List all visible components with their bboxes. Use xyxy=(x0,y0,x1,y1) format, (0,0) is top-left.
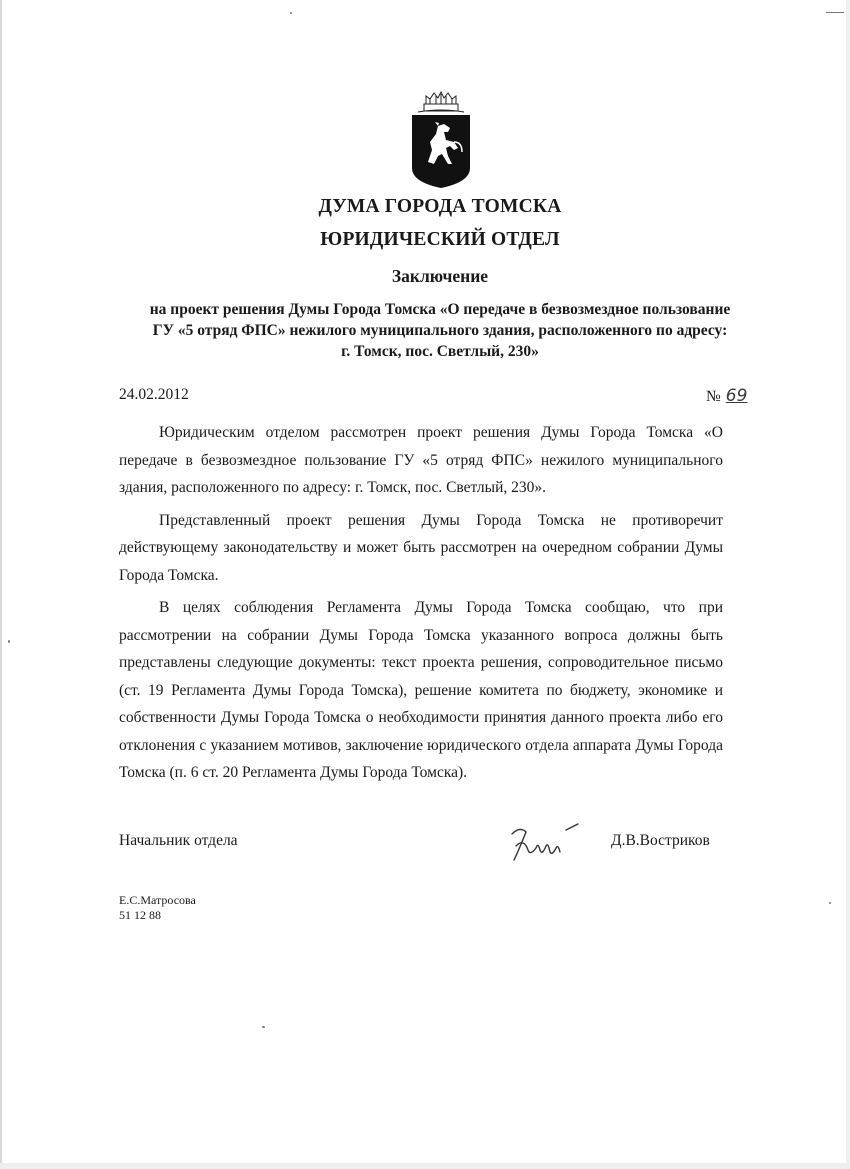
number-value: 69 xyxy=(725,386,748,406)
body-paragraph: В целях соблюдения Регламента Думы Города Томска сообщаю, что при рассмотрении на собрании Думы Города Томска указанного вопроса должны быть представлены следующие документы: текст проекта решения, сопроводительное письмо (ст. 19 Регламента Думы Города Томска), решение комитета по бюджету, экономике и собственности Думы Города Томска о необходимости принятия данного проекта либо его отклонения с указанием мотивов, заключение юридического отдела аппарата Думы Города Томска (п. 6 ст. 20 Регламента Думы Города Томска). xyxy=(119,599,723,781)
executor-info xyxy=(119,893,196,923)
number-label: № xyxy=(706,388,721,405)
subject-line: ГУ «5 отряд ФПС» нежилого муниципального здания, расположенного по адресу: xyxy=(152,322,728,339)
organization-name: ДУМА ГОРОДА ТОМСКА xyxy=(318,196,562,217)
document-type: Заключение xyxy=(391,266,489,286)
scan-speck xyxy=(826,12,844,13)
subject-line: на проект решения Думы Города Томска «О передаче в безвозмездное пользование xyxy=(149,301,731,318)
scan-edge-right xyxy=(846,0,850,1169)
scan-edge-left xyxy=(0,0,2,1169)
executor-name: Е.С.Матросова xyxy=(119,893,196,907)
document-number xyxy=(706,386,747,406)
scan-speck xyxy=(829,902,831,904)
department-name: ЮРИДИЧЕСКИЙ ОТДЕЛ xyxy=(320,229,560,250)
body-paragraph: Представленный проект решения Думы Города Томска не противоречит действующему законодательству и может быть рассмотрен на очередном собрании Думы Города Томска. xyxy=(119,511,723,584)
scan-speck xyxy=(8,640,10,643)
document-date: 24.02.2012 xyxy=(119,386,189,403)
executor-phone: 51 12 88 xyxy=(119,908,161,922)
subject-line: г. Томск, пос. Светлый, 230» xyxy=(341,343,539,360)
document-subject xyxy=(100,299,780,362)
tomsk-coat-of-arms-icon xyxy=(408,90,474,194)
scan-speck xyxy=(262,1026,265,1028)
scan-edge-bottom xyxy=(0,1163,850,1169)
scan-speck xyxy=(290,12,292,14)
body-paragraph: Юридическим отделом рассмотрен проект решения Думы Города Томска «О передаче в безвозмездное пользование ГУ «5 отряд ФПС» нежилого муниципального здания, расположенного по адресу: г. Томск, пос. Светлый, 230». xyxy=(119,424,723,496)
document-body xyxy=(119,419,723,792)
signatory-title: Начальник отдела xyxy=(119,832,238,849)
signatory-name: Д.В.Востриков xyxy=(611,832,710,849)
handwritten-signature-icon xyxy=(506,822,586,864)
